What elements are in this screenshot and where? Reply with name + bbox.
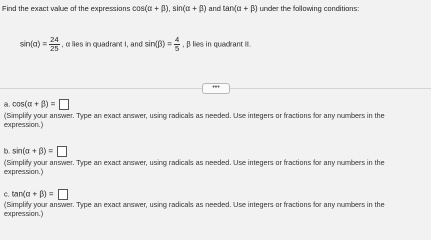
under-text: under the following conditions: bbox=[259, 4, 360, 13]
part-c-label: c. bbox=[4, 189, 10, 199]
sin-alpha-label: sin(α) = bbox=[20, 39, 48, 49]
sin-alpha-fraction bbox=[49, 36, 59, 53]
beta-quadrant-text: , β lies in quadrant II. bbox=[182, 39, 251, 49]
part-c-row bbox=[4, 189, 68, 200]
expr-tan: tan(α + β) bbox=[222, 4, 258, 13]
expr-cos: cos(α + β) bbox=[132, 4, 169, 13]
part-b-expression: sin(α + β) = bbox=[12, 146, 54, 156]
sin-beta-fraction bbox=[174, 36, 180, 53]
sin-beta-numerator: 4 bbox=[174, 35, 180, 44]
sin-beta-label: sin(β) = bbox=[144, 39, 172, 49]
conditions-line bbox=[20, 36, 251, 53]
expr-sin: sin(α + β) bbox=[172, 4, 207, 13]
comma: , bbox=[168, 4, 171, 13]
part-b-answer-input[interactable] bbox=[57, 146, 67, 157]
part-c-expression: tan(α + β) = bbox=[11, 189, 54, 199]
alpha-quadrant-text: , α lies in quadrant I, and bbox=[61, 39, 143, 49]
part-c-hint: (Simplify your answer. Type an exact answer, using radicals as needed. Use integers or fractions for any numbers in the expression.) bbox=[4, 200, 385, 218]
part-a-answer-input[interactable] bbox=[59, 99, 69, 110]
part-b-label: b. bbox=[4, 146, 11, 156]
intro-text: Find the exact value of the expressions bbox=[2, 4, 131, 13]
part-a-label: a. bbox=[4, 99, 11, 109]
sin-beta-denominator: 5 bbox=[174, 44, 180, 53]
part-b-hint: (Simplify your answer. Type an exact answer, using radicals as needed. Use integers or fractions for any numbers in the expression.) bbox=[4, 158, 385, 176]
part-c-answer-input[interactable] bbox=[58, 189, 68, 200]
part-a-hint: (Simplify your answer. Type an exact answer, using radicals as needed. Use integers or fractions for any numbers in the expression.) bbox=[4, 111, 385, 129]
part-b-row bbox=[4, 146, 67, 157]
question-intro bbox=[2, 4, 359, 13]
sin-alpha-denominator: 25 bbox=[50, 44, 59, 53]
part-a-expression: cos(α + β) = bbox=[12, 99, 56, 109]
part-a-row bbox=[4, 99, 69, 110]
expand-button[interactable]: ••• bbox=[202, 83, 230, 94]
sin-alpha-numerator: 24 bbox=[50, 35, 59, 44]
and-word: and bbox=[208, 4, 221, 13]
